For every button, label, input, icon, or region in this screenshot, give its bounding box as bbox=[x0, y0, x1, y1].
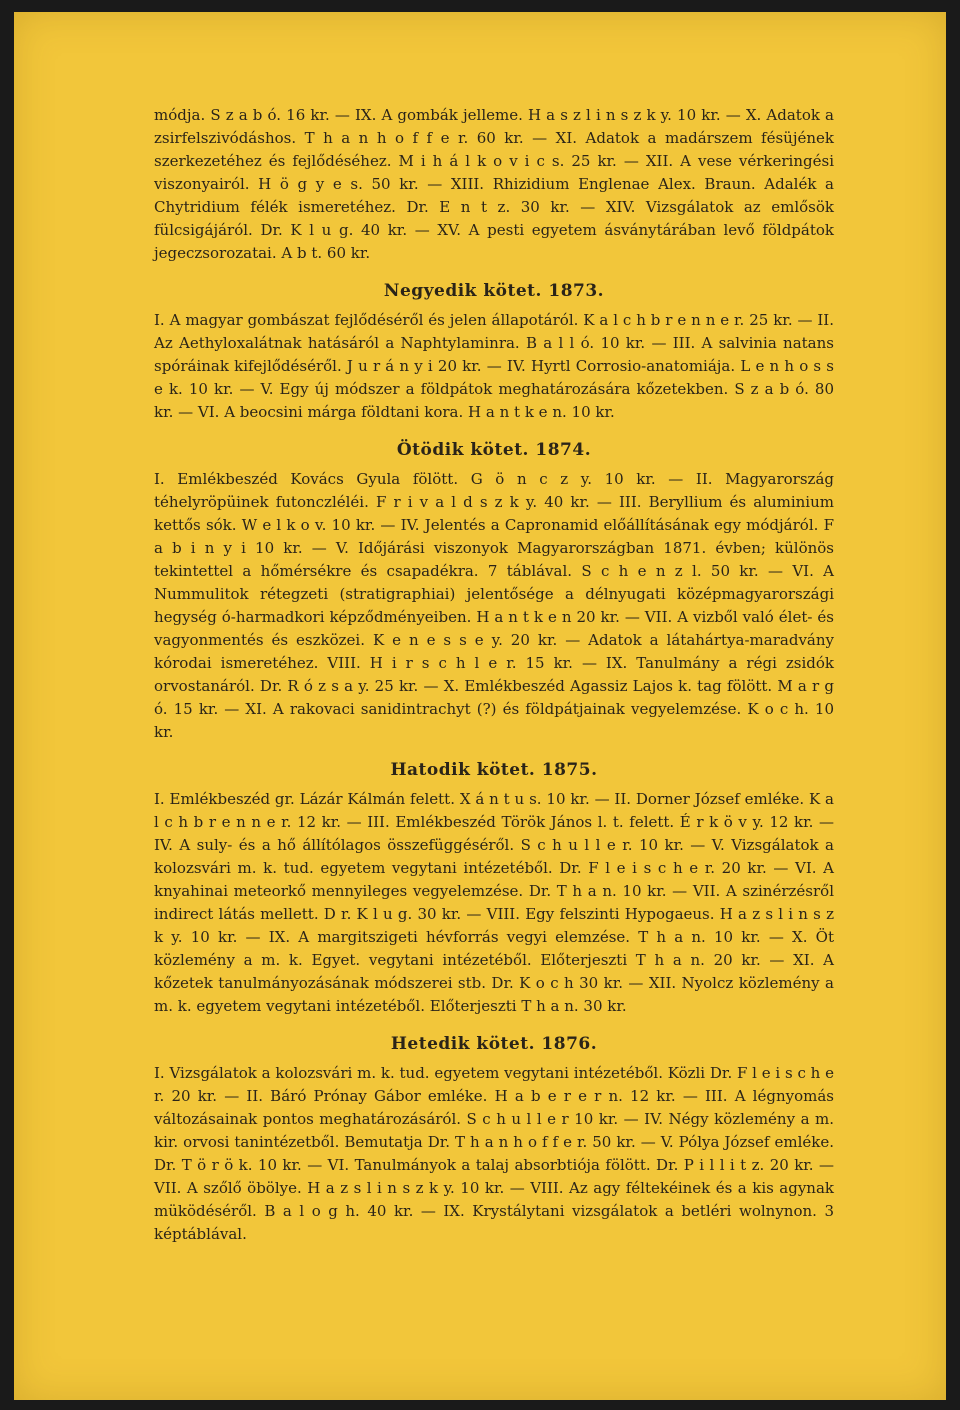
section-hetedik bbox=[154, 1032, 834, 1246]
document-page bbox=[14, 12, 946, 1400]
section-body: I. A magyar gombászat fejlődéséről és jelen állapotáról. K a l c h b r e n n e r. 25 kr. — II. Az Aethyloxalátnak hatásáról a Naphtylaminra. B a l l ó. 10 kr. — III. A salvinia natans spóráinak kifejlődéséről. J u r á n y i 20 kr. — IV. Hyrtl Corrosio-anatomiája. L e n h o s s e k. 10 kr. — V. Egy új módszer a földpátok meghatározására kőzetekben. S z a b ó. 80 kr. — VI. A beocsini márga földtani kora. H a n t k e n. 10 kr. bbox=[154, 311, 834, 421]
page-content bbox=[154, 104, 834, 1246]
section-heading: Hetedik kötet. 1876. bbox=[390, 1034, 598, 1054]
section-heading: Hatodik kötet. 1875. bbox=[390, 760, 598, 780]
section-otodik bbox=[154, 438, 834, 744]
intro-paragraph: módja. S z a b ó. 16 kr. — IX. A gombák jelleme. H a s z l i n s z k y. 10 kr. — X. Adatok a zsirfelszivódáshos. T h a n h o f f e r. 60 kr. — XI. Adatok a madárszem fésüjének szerkezetéhez és fejlődéséhez. M i h á l k o v i c s. 25 kr. — XII. A vese vérkeringési viszonyairól. H ö g y e s. 50 kr. — XIII. Rhizidium Englenae Alex. Braun. Adalék a Chytridium félék ismeretéhez. Dr. E n t z. 30 kr. — XIV. Vizsgálatok az emlősök fülcsigájáról. Dr. K l u g. 40 kr. — XV. A pesti egyetem ásványtárában levő földpátok jegeczsorozatai. A b t. 60 kr. bbox=[154, 106, 834, 262]
section-hatodik bbox=[154, 758, 834, 1018]
section-body: I. Emlékbeszéd gr. Lázár Kálmán felett. X á n t u s. 10 kr. — II. Dorner József emléke. K a l c h b r e n n e r. 12 kr. — III. Emlékbeszéd Török János l. t. felett. É r k ö v y. 12 kr. — IV. A suly- és a hő állítólagos összefüggéséről. S c h u l l e r. 10 kr. — V. Vizsgálatok a kolozsvári m. k. tud. egyetem vegytani intézetéből. Dr. F l e i s c h e r. 20 kr. — VI. A knyahinai meteorkő mennyileges vegyelemzése. Dr. T h a n. 10 kr. — VII. A szinérzésről indirect látás mellett. D r. K l u g. 30 kr. — VIII. Egy felszinti Hypogaeus. H a z s l i n s z k y. 10 kr. — IX. A margitszigeti hévforrás vegyi elemzése. T h a n. 10 kr. — X. Öt közlemény a m. k. Egyet. vegytani intézetéből. Előterjeszti T h a n. 20 kr. — XI. A kőzetek tanulmányozásának módszerei stb. Dr. K o c h 30 kr. — XII. Nyolcz közlemény a m. k. egyetem vegytani intézetéből. Előterjeszti T h a n. 30 kr. bbox=[154, 790, 834, 1015]
section-negyedik bbox=[154, 279, 834, 424]
section-body: I. Vizsgálatok a kolozsvári m. k. tud. egyetem vegytani intézetéből. Közli Dr. F l e i s c h e r. 20 kr. — II. Báró Prónay Gábor emléke. H a b e r e r n. 12 kr. — III. A légnyomás változásainak pontos meghatározásáról. S c h u l l e r 10 kr. — IV. Négy közlemény a m. kir. orvosi tanintézetből. Bemutatja Dr. T h a n h o f f e r. 50 kr. — V. Pólya József emléke. Dr. T ö r ö k. 10 kr. — VI. Tanulmányok a talaj absorbtiója fölött. Dr. P i l l i t z. 20 kr. — VII. A szőlő öbölye. H a z s l i n s z k y. 10 kr. — VIII. Az agy féltekéinek és a kis agynak müködéséről. B a l o g h. 40 kr. — IX. Krystálytani vizsgálatok a betléri wolnynon. 3 képtáblával. bbox=[154, 1064, 834, 1243]
section-heading: Ötödik kötet. 1874. bbox=[396, 440, 592, 460]
section-heading: Negyedik kötet. 1873. bbox=[383, 281, 605, 301]
section-body: I. Emlékbeszéd Kovács Gyula fölött. G ö n c z y. 10 kr. — II. Magyarország téhelyröpüinek futonczléléi. F r i v a l d s z k y. 40 kr. — III. Beryllium és aluminium kettős sók. W e l k o v. 10 kr. — IV. Jelentés a Capronamid előállításának egy módjáról. F a b i n y i 10 kr. — V. Időjárási viszonyok Magyarországban 1871. évben; különös tekintettel a hőmérsékre és csapadékra. 7 táblával. S c h e n z l. 50 kr. — VI. A Nummulitok rétegzeti (stratigraphiai) jelentősége a délnyugati középmagyarországi hegység ó-harmadkori képződményeiben. H a n t k e n 20 kr. — VII. A vizből való élet- és vagyonmentés és eszközei. K e n e s s e y. 20 kr. — Adatok a látahártya-maradvány kórodai ismeretéhez. VIII. H i r s c h l e r. 15 kr. — IX. Tanulmány a régi zsidók orvostanáról. Dr. R ó z s a y. 25 kr. — X. Emlékbeszéd Agassiz Lajos k. tag fölött. M a r g ó. 15 kr. — XI. A rakovaci sanidintrachyt (?) és földpátjainak vegyelemzése. K o c h. 10 kr. bbox=[154, 470, 834, 741]
